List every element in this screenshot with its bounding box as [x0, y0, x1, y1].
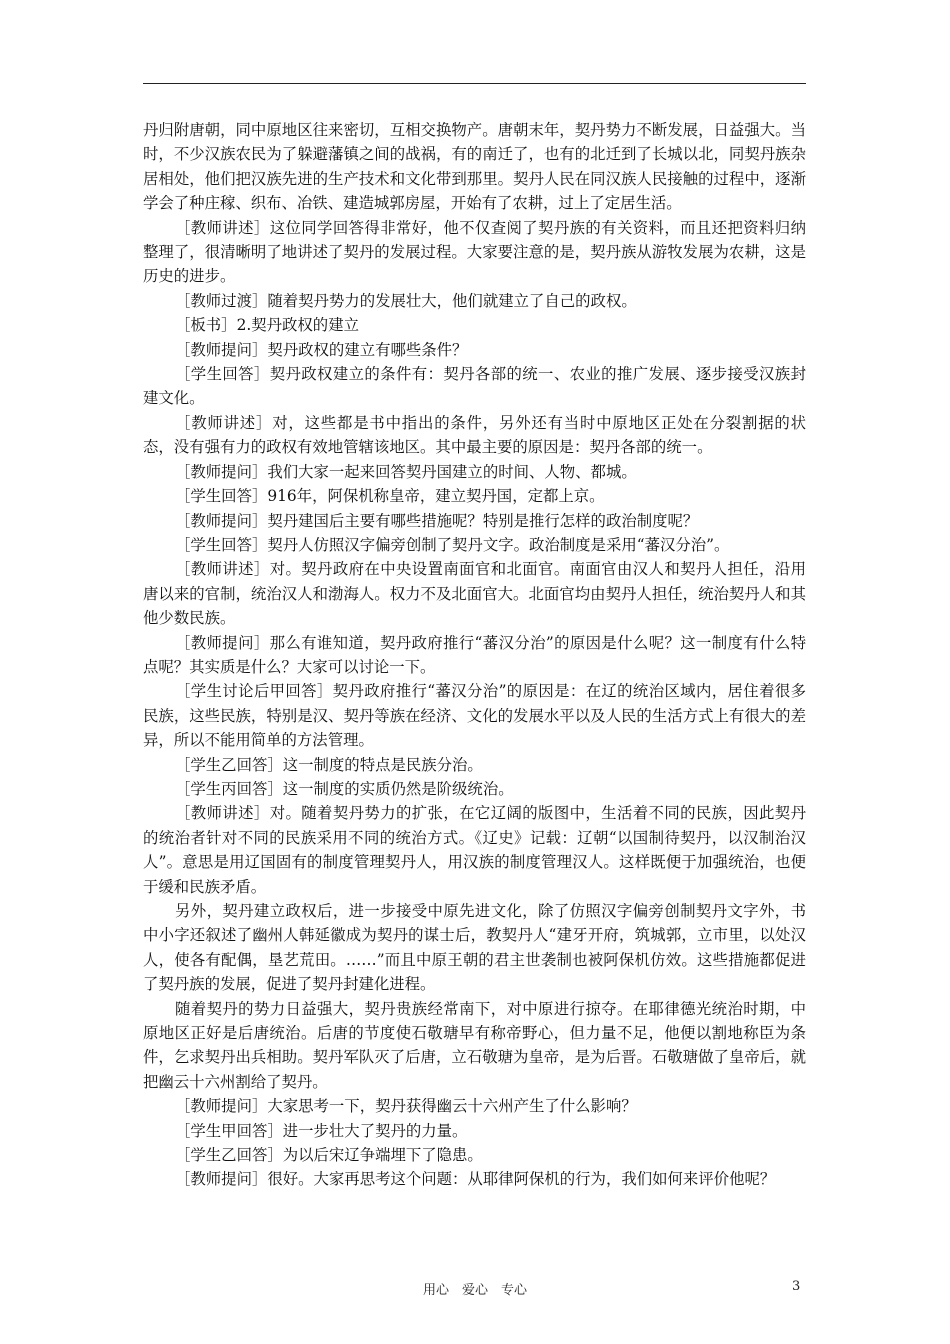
paragraph: ［教师提问］契丹建国后主要有哪些措施呢？特别是推行怎样的政治制度呢？: [175, 511, 699, 530]
document-body: [143, 118, 806, 1192]
paragraph: ［学生乙回答］为以后宋辽争端埋下了隐患。: [175, 1146, 483, 1165]
paragraph: ［教师提问］契丹政权的建立有哪些条件？: [175, 340, 468, 359]
paragraph: ［学生乙回答］这一制度的特点是民族分治。: [175, 755, 483, 774]
paragraph: ［教师提问］很好。大家再思考这个问题：从耶律阿保机的行为，我们如何来评价他呢？: [175, 1170, 776, 1189]
paragraph: ［教师讲述］对。随着契丹势力的扩张，在它辽阔的版图中，生活着不同的民族，因此契丹的统治者针对不同的民族采用不同的统治方式。《辽史》记载：辽朝“以国制待契丹，以汉制治汉人”。意思是用辽国固有的制度管理契丹人，用汉族的制度管理汉人。这样既便于加强统治，也便于缓和民族矛盾。: [143, 804, 806, 896]
paragraph: 另外，契丹建立政权后，进一步接受中原先进文化，除了仿照汉字偏旁创制契丹文字外，书中小字还叙述了幽州人韩延徽成为契丹的谋士后，教契丹人“建牙开府，筑城郭，立市里，以处汉人，使各有配偶，垦艺荒田。……”而且中原王朝的君主世袭制也被阿保机仿效。这些措施都促进了契丹族的发展，促进了契丹封建化进程。: [143, 902, 806, 994]
paragraph: ［学生回答］916年，阿保机称皇帝，建立契丹国，定都上京。: [175, 487, 605, 506]
paragraph: 随着契丹的势力日益强大，契丹贵族经常南下，对中原进行掠夺。在耶律德光统治时期，中原地区正好是后唐统治。后唐的节度使石敬瑭早有称帝野心，但力量不足，他便以割地称臣为条件，乞求契丹出兵相助。契丹军队灭了后唐，立石敬瑭为皇帝，是为后晋。石敬瑭做了皇帝后，就把幽云十六州割给了契丹。: [143, 999, 806, 1091]
paragraph: ［学生丙回答］这一制度的实质仍然是阶级统治。: [175, 779, 514, 798]
paragraph: ［教师提问］大家思考一下，契丹获得幽云十六州产生了什么影响？: [175, 1097, 637, 1116]
paragraph: ［学生回答］契丹人仿照汉字偏旁创制了契丹文字。政治制度是采用“蕃汉分治”。: [175, 535, 730, 554]
header-rule: [143, 83, 806, 84]
paragraph: ［教师过渡］随着契丹势力的发展壮大，他们就建立了自己的政权。: [175, 291, 637, 310]
paragraph: ［教师讲述］对，这些都是书中指出的条件，另外还有当时中原地区正处在分裂割据的状态，没有强有力的政权有效地管辖该地区。其中最主要的原因是：契丹各部的统一。: [143, 413, 806, 457]
paragraph: ［学生讨论后甲回答］契丹政府推行“蕃汉分治”的原因是：在辽的统治区域内，居住着很多民族，这些民族，特别是汉、契丹等族在经济、文化的发展水平以及人民的生活方式上有很大的差异，所以不能用简单的方法管理。: [143, 682, 806, 750]
paragraph: ［教师提问］那么有谁知道，契丹政府推行“蕃汉分治”的原因是什么呢？这一制度有什么特点呢？其实质是什么？大家可以讨论一下。: [143, 633, 806, 676]
footer-motto: 用心 爱心 专心: [422, 1283, 527, 1298]
paragraph: ［学生回答］契丹政权建立的条件有：契丹各部的统一、农业的推广发展、逐步接受汉族封建文化。: [143, 365, 806, 408]
paragraph: ［教师讲述］对。契丹政府在中央设置南面官和北面官。南面官由汉人和契丹人担任，沿用唐以来的官制，统治汉人和渤海人。权力不及北面官大。北面官均由契丹人担任，统治契丹人和其他少数民族。: [143, 560, 806, 628]
paragraph: ［教师讲述］这位同学回答得非常好，他不仅查阅了契丹族的有关资料，而且还把资料归纳整理了，很清晰明了地讲述了契丹的发展过程。大家要注意的是，契丹族从游牧发展为农耕，这是历史的进步。: [143, 218, 806, 286]
paragraph: ［教师提问］我们大家一起来回答契丹国建立的时间、人物、都城。: [175, 462, 637, 481]
paragraph: ［板书］2.契丹政权的建立: [175, 316, 359, 335]
page-number: 3: [792, 1279, 801, 1294]
paragraph: ［学生甲回答］进一步壮大了契丹的力量。: [175, 1121, 468, 1140]
paragraph: 丹归附唐朝，同中原地区往来密切，互相交换物产。唐朝末年，契丹势力不断发展，日益强大。当时，不少汉族农民为了躲避藩镇之间的战祸，有的南迁了，也有的北迁到了长城以北，同契丹族杂居相处，他们把汉族先进的生产技术和文化带到那里。契丹人民在同汉族人民接触的过程中，逐渐学会了种庄稼、织布、冶铁、建造城郭房屋，开始有了农耕，过上了定居生活。: [143, 121, 806, 213]
